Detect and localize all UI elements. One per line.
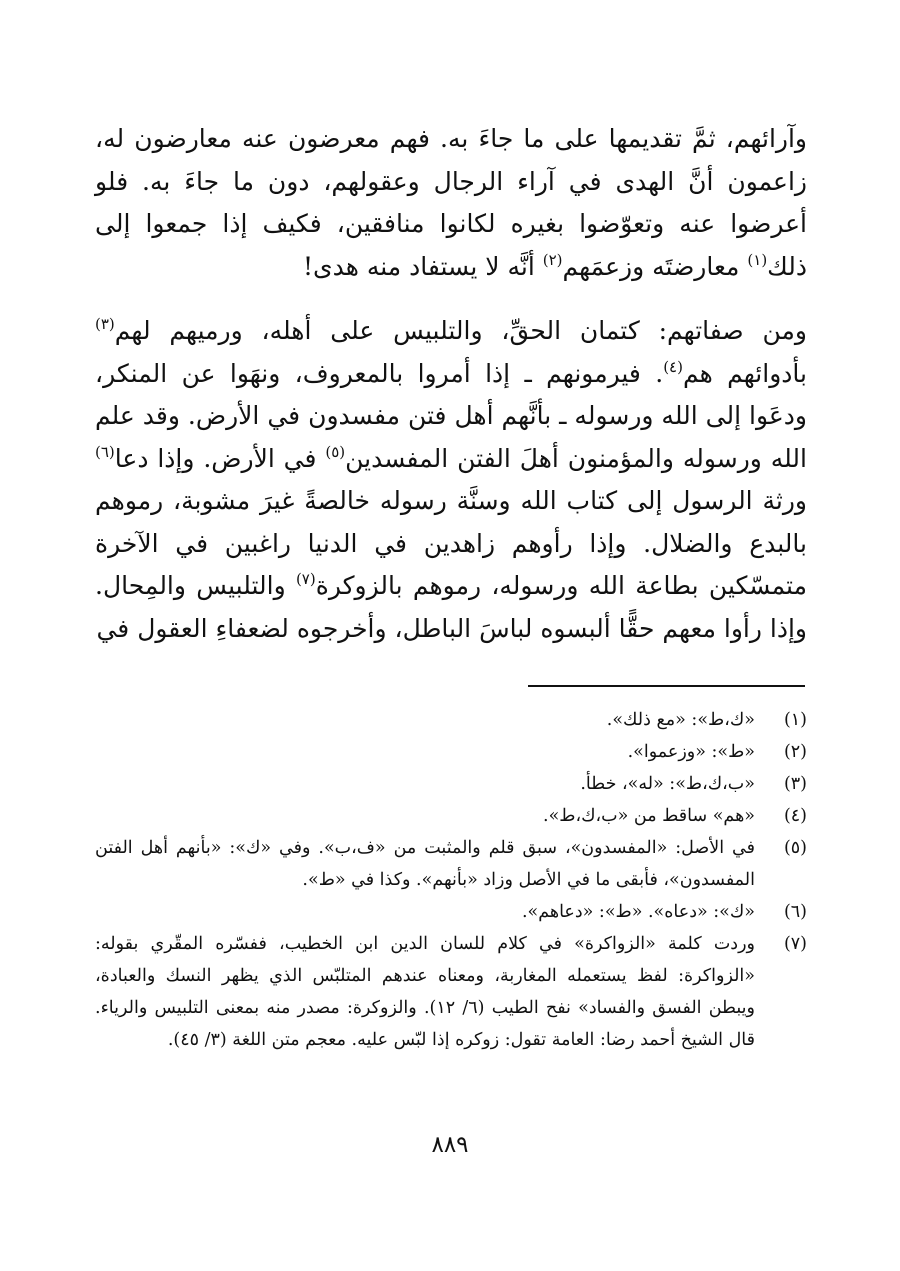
footnote-number: (٧) — [783, 934, 807, 954]
footnote-ref-6: (٦) — [95, 442, 115, 461]
footnotes — [95, 704, 807, 1056]
footnote-6 — [95, 896, 807, 928]
footnote-ref-2: (٢) — [542, 250, 563, 269]
paragraph-1-text-c: أنَّه لا يستفاد منه هدى! — [302, 251, 543, 281]
footnote-text: «ك،ط»: «مع ذلك». — [606, 710, 755, 730]
paragraph-1 — [95, 118, 807, 288]
footnote-text: «ط»: «وزعموا». — [627, 742, 755, 762]
footnote-7 — [95, 928, 807, 1056]
footnote-1 — [95, 704, 807, 736]
footnote-number: (٣) — [783, 774, 807, 794]
paragraph-2-text-c: . فيرمونهم ـ إذا أمروا بالمعروف، ونهَوا عن المنكر، ودعَوا إلى الله ورسوله ـ بأنَّهم أهل فتن مفسدون في الأرض. وقد علم الله ورسوله والمؤمنون أهلَ الفتن المفسدين — [95, 358, 807, 473]
footnote-number: (٤) — [783, 806, 807, 826]
page-number: ٨٨٩ — [431, 1132, 469, 1158]
footnote-number: (٥) — [783, 838, 807, 858]
footnote-5 — [95, 832, 807, 896]
footnote-ref-1: (١) — [747, 250, 768, 269]
footnote-4 — [95, 800, 807, 832]
footnote-number: (١) — [783, 710, 807, 730]
footnote-text: «ك»: «دعاه». «ط»: «دعاهم». — [521, 902, 755, 922]
footnote-text: وردت كلمة «الزواكرة» في كلام للسان الدين ابن الخطيب، ففسّره المقّري بقوله: «الزواكرة: لفظ يستعمله المغاربة، ومعناه عندهم المتلبّس الذي يظهر النسك والعبادة، ويبطن الفسق والفساد» نفح الطيب (٦/ ١٢). والزوكرة: مصدر منه بمعنى التلبيس والرياء. قال الشيخ أحمد رضا: العامة تقول: زوكره إذا لبّس عليه. معجم متن اللغة (٣/ ٤٥). — [95, 934, 755, 1050]
footnote-number: (٢) — [783, 742, 807, 762]
paragraph-2-text-b: بأدوائهم هم — [682, 358, 807, 388]
paragraph-2 — [95, 310, 807, 650]
main-text — [95, 118, 807, 650]
footnote-ref-5: (٥) — [325, 442, 346, 461]
footnote-ref-7: (٧) — [295, 570, 316, 588]
footnote-text: في الأصل: «المفسدون»، سبق قلم والمثبت من «ف،ب». وفي «ك»: «بأنهم أهل الفتن المفسدون»، فأبقى ما في الأصل وزاد «بأنهم». وكذا في «ط». — [95, 838, 755, 890]
footnote-number: (٦) — [783, 902, 807, 922]
footnote-separator — [528, 685, 805, 687]
paragraph-2-text-d: في الأرض. وإذا دعا — [114, 443, 326, 473]
footnote-text: «هم» ساقط من «ب،ك،ط». — [543, 806, 755, 826]
paragraph-2-text-f: والتلبيس والمِحال. وإذا رأوا معهم حقًّا ألبسوه لباسَ الباطل، وأخرجوه لضعفاءِ العقول في — [95, 571, 807, 643]
footnote-ref-4: (٤) — [663, 357, 683, 376]
paragraph-1-text-b: معارضتَه وزعمَهم — [562, 251, 748, 281]
footnote-2 — [95, 736, 807, 768]
footnote-text: «ب،ك،ط»: «له»، خطأ. — [580, 774, 755, 794]
paragraph-2-text-e: ورثة الرسول إلى كتاب الله وسنَّة رسوله خالصةً غيرَ مشوبة، رموهم بالبدع والضلال. وإذا رأوهم زاهدين في الدنيا راغبين في الآخرة متمسّكين بطاعة الله ورسوله، رموهم بالزوكرة — [95, 486, 807, 600]
paragraph-1-text-a: وآرائهم، ثمَّ تقديمها على ما جاءَ به. فهم معرضون عنه معارضون له، زاعمون أنَّ الهدى في آراء الرجال وعقولهم، دون ما جاءَ به. فلو أعرضوا عنه وتعوّضوا بغيره لكانوا منافقين، فكيف إذا جمعوا إلى ذلك — [95, 124, 807, 281]
footnote-3 — [95, 768, 807, 800]
paragraph-2-text-a: ومن صفاتهم: كتمان الحقِّ، والتلبيس على أهله، ورميهم لهم — [114, 316, 807, 345]
footnote-ref-3: (٣) — [95, 315, 115, 333]
